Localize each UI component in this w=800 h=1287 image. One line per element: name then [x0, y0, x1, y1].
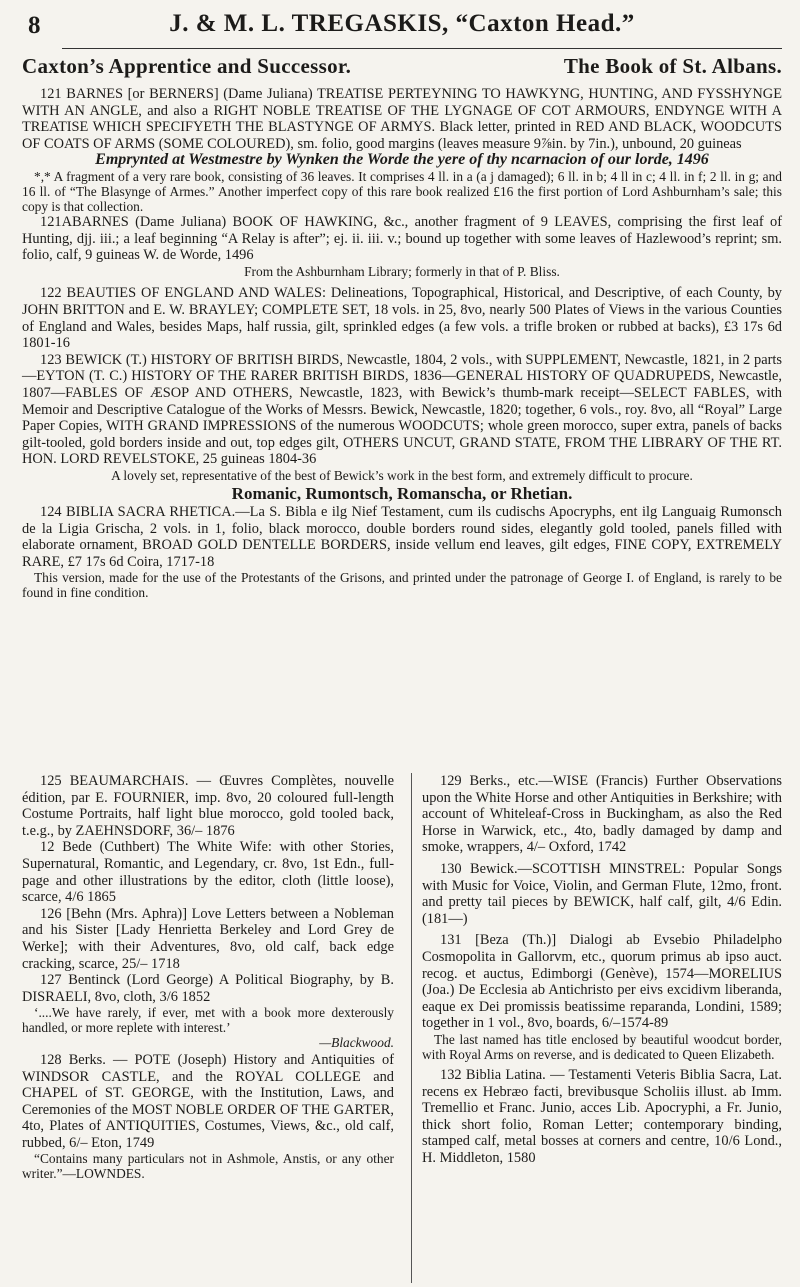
page-header [22, 6, 782, 46]
left-column [22, 773, 394, 1283]
section-heading-right: The Book of St. Albans. [563, 54, 782, 78]
entry-121-colophon: Emprynted at Westmestre by Wynken the Worde the yere of thy ncarnacion of our lorde, 1496 [95, 151, 709, 169]
entry-124-note: This version, made for the use of the Protestants of the Grisons, and printed under the patronage of George I. of England, is rarely to be found in fine condition. [22, 570, 782, 601]
entry-124: 124 BIBLIA SACRA RHETICA.—La S. Bibla e ilg Nief Testament, cum ils cudischs Apocryphs, ent ilg Languaig Rumonsch de la Ligia Grischa, 2 vols. in 1, folio, black morocco, double borders round sides, elegantly gold tooled, panels filled with elaborate ornament, BROAD GOLD DENTELLE BORDERS, inside vellum end leaves, gilt edges, FINE COPY, EXTREMELY RARE, £7 17s 6d Coira, 1717-18 [22, 504, 782, 570]
entry-132: 132 Biblia Latina. — Testamenti Veteris Biblia Sacra, Lat. recens ex Hebræo facti, brevibusque Scholiis illust. ab Imm. Tremellio et Franc. Junio, acces Lib. Apocryphi, a Fr. Junio, thick short folio, Roman Letter; contemporary binding, stamped calf, metal bosses at corners and centre, 10/6 Lond., H. Middleton, 1580 [422, 1066, 782, 1166]
entry-121-note: *,* A fragment of a very rare book, consisting of 36 leaves. It comprises 4 ll. in a (a j damaged); 6 ll. in b; 4 ll in c; 4 ll. in f; 2 ll. in g; and 16 ll. of “The Blasynge of Armes.” Another imperfect copy of this rare book realized £16 the first portion of Lord Ashburnham’s sale; this copy is that collection. [22, 168, 782, 214]
entry-121a: 121ABARNES (Dame Juliana) BOOK OF HAWKING, &c., another fragment of 9 LEAVES, comprising the first leaf of Hunting, djj. iii.; a leaf beginning “A Relay is after”; ej. ii. iii. v.; bound up together with some leaves of Hazlewood’s reprint; sm. folio, calf, 9 guineas W. de Worde, 1496 [22, 213, 782, 264]
page-number: 8 [28, 12, 41, 39]
entry-130: 130 Bewick.—SCOTTISH MINSTREL: Popular Songs with Music for Voice, Violin, and German Flute, 12mo, front. and pretty tail pieces by BEWICK, half calf, gilt, 4/6 Edin. (181—) [422, 860, 782, 927]
two-column-section [22, 773, 782, 1283]
entry-123-note: A lovely set, representative of the best of Bewick’s work in the best form, and extremely difficult to procure. [111, 467, 693, 483]
entry-127-quote: ‘....We have rarely, if ever, met with a book more dexterously handled, or more replete with interest.’ [22, 1005, 394, 1036]
entry-129: 129 Berks., etc.—WISE (Francis) Further Observations upon the White Horse and other Antiquities in Berkshire; with account of Whiteleaf-Cross in Buckingham, as also the Red Horse in Warwick, etc., 4to, badly damaged by damp and smoke, wrappers, 4/– Oxford, 1742 [422, 773, 782, 856]
entry-123: 123 BEWICK (T.) HISTORY OF BRITISH BIRDS, Newcastle, 1804, 2 vols., with SUPPLEMENT, Newcastle, 1821, in 2 parts—EYTON (T. C.) HISTORY OF THE RARER BRITISH BIRDS, 1836—GENERAL HISTORY OF QUADRUPEDS, Newcastle, 1807—FABLES OF ÆSOP AND OTHERS, Newcastle, 1823, with Bewick’s thumb-mark receipt—SELECT FABLES, with Memoir and Descriptive Catalogue of the Works of Messrs. Bewick, Newcastle, 1820; together, 6 vols., roy. 8vo, all “Royal” Large Paper Copies, WITH GRAND IMPRESSIONS of the numerous WOODCUTS; whole green morocco, super extra, panels of backs gilt-tooled, gold borders inside and out, top edges gilt, OTHERS UNCUT, GRAND STATE, FROM THE LIBRARY OF THE RT. HON. LORD REVELSTOKE, 25 guineas 1804-36 [22, 351, 782, 468]
entry-128: 128 Berks. — POTE (Joseph) History and Antiquities of WINDSOR CASTLE, and the ROYAL COLLEGE and CHAPEL of ST. GEORGE, with the Institution, Laws, and Ceremonies of the MOST NOBLE ORDER OF THE GARTER, 4to, Plates of ANTIQUITIES, Costumes, Views, &c., old calf, rubbed, 6/– Eton, 1749 [22, 1051, 394, 1151]
entry-127: 127 Bentinck (Lord George) A Political Biography, by B. DISRAELI, 8vo, cloth, 3/6 1852 [22, 972, 394, 1005]
entry-131: 131 [Beza (Th.)] Dialogi ab Evsebio Philadelpho Cosmopolita in Gallorvm, etc., quorum primus ab ipso auct. recog. et auctus, Edimborgi (Genève), 1574—MORELIUS (Joa.) De Ecclesia ab Antichristo per eivs excidivm liberanda, eaque ex Dei promissis beatissime reparanda, Londini, 1589; together in 1 vol., 8vo, boards, 6/–1574-89 [422, 932, 782, 1032]
entry-12: 12 Bede (Cuthbert) The White Wife: with other Stories, Supernatural, Romantic, and Legendary, cr. 8vo, 1st Edn., full-page and other illustrations by the editor, cloth (little loose), scarce, 4/6 1865 [22, 839, 394, 906]
header-rule [62, 48, 782, 49]
entry-121: 121 BARNES [or BERNERS] (Dame Juliana) TREATISE PERTEYNING TO HAWKYNG, HUNTING, AND FYSSHYNGE WITH AN ANGLE, and also a RIGHT NOBLE TREATISE OF THE LYGNAGE OF COT ARMOURS, ENDYNGE WITH A TREATISE WHICH SPECIFYETH THE BLASTYNGE OF ARMYS. Black letter, printed in RED AND BLACK, WOODCUTS OF COATS OF ARMS (SOME COLOURED), sm. folio, good margins (leaves measure 9⅞in. by 7in.), unbound, 20 guineas [22, 86, 782, 152]
running-head: J. & M. L. TREGASKIS, “Caxton Head.” [169, 10, 635, 37]
romanic-heading: Romanic, Rumontsch, Romanscha, or Rhetian. [231, 484, 573, 504]
entry-131-note: The last named has title enclosed by beautiful woodcut border, with Royal Arms on reverse, and is dedicated to Queen Elizabeth. [422, 1031, 782, 1062]
catalogue-page [22, 0, 782, 1287]
entry-128-note: “Contains many particulars not in Ashmole, Anstis, or any other writer.”—LOWNDES. [22, 1151, 394, 1182]
entry-122: 122 BEAUTIES OF ENGLAND AND WALES: Delineations, Topographical, Historical, and Descriptive, of each County, by JOHN BRITTON and E. W. BRAYLEY; COMPLETE SET, 18 vols. in 25, 8vo, nearly 500 Plates of Views in the various Counties of England and Wales, besides Maps, half russia, gilt, sprinkled edges (a few vols. a trifle broken or rubbed at backs), £3 17s 6d 1801-16 [22, 285, 782, 352]
full-width-entries [22, 86, 782, 600]
right-column [411, 773, 782, 1283]
entry-121a-note: From the Ashburnham Library; formerly in that of P. Bliss. [244, 263, 560, 279]
section-heading-left: Caxton’s Apprentice and Successor. [22, 54, 352, 78]
entry-125: 125 BEAUMARCHAIS. — Œuvres Complètes, nouvelle édition, par E. FOURNIER, imp. 8vo, 20 coloured full-length Costume Portraits, half light blue morocco, gold tooled back, t.e.g., by ZAEHNSDORF, 36/– 1876 [22, 773, 394, 839]
section-heading [22, 54, 782, 79]
entry-127-source: —Blackwood. [319, 1035, 394, 1051]
entry-126: 126 [Behn (Mrs. Aphra)] Love Letters between a Nobleman and his Sister [Lady Henrietta Berkeley and Lord Grey de Werke]; with their Adventures, 8vo, old calf, back edge cracking, scarce, 25/– 1718 [22, 905, 394, 972]
